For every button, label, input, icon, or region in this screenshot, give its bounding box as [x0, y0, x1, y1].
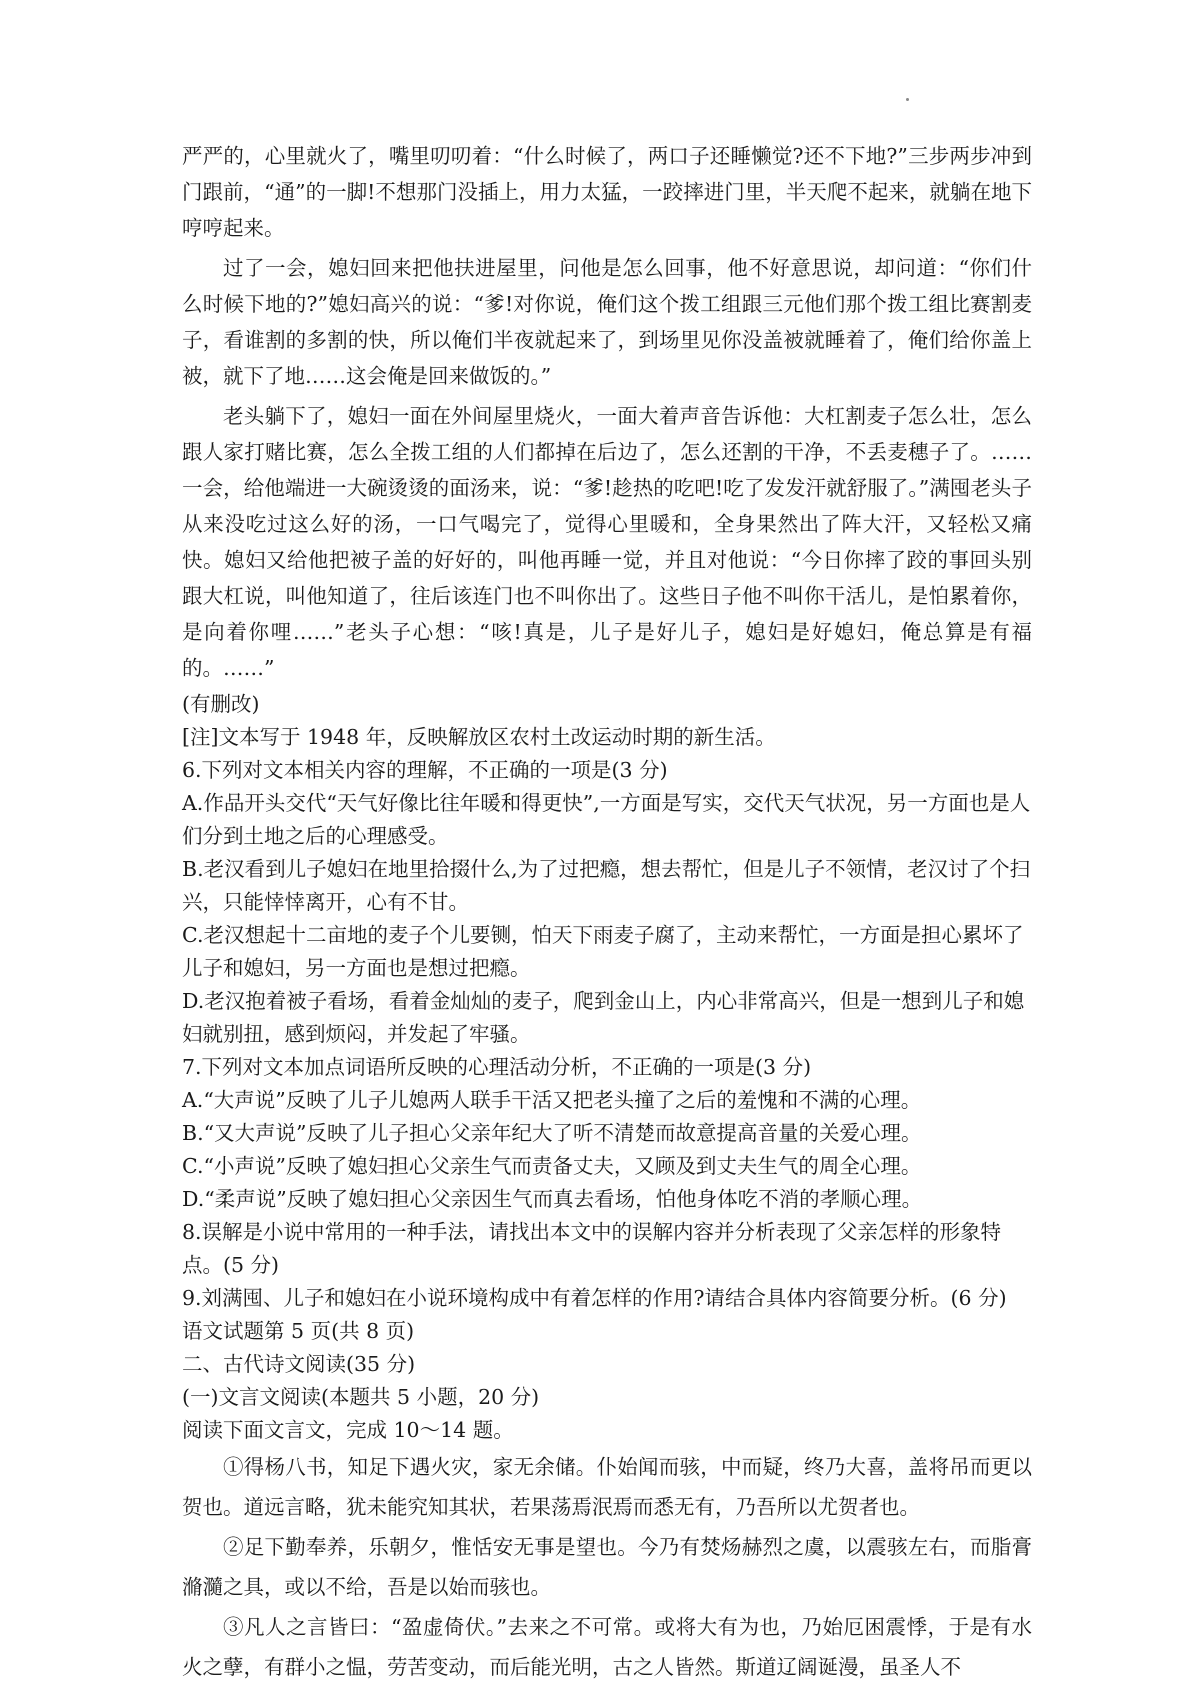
question-6-option-a: A.作品开头交代“天气好像比往年暖和得更快”,一方面是写实，交代天气状况，另一方面也是人们分到土地之后的心理感受。 [182, 791, 1031, 848]
edited-note: (有删改) [182, 692, 260, 716]
page-footer: 语文试题第 5 页(共 8 页) [182, 1319, 415, 1343]
story-paragraph-1: 严严的，心里就火了，嘴里叨叨着：“什么时候了，两口子还睡懒觉?还不下地?”三步两步冲到门跟前，“通”的一脚!不想那门没插上，用力太猛，一跤摔进门里，半天爬不起来，就躺在地下哼哼起来。 [182, 144, 1032, 240]
section-2-instruction: 阅读下面文言文，完成 10～14 题。 [182, 1418, 514, 1442]
question-7-option-c: C.“小声说”反映了媳妇担心父亲生气而责备丈夫，又顾及到丈夫生气的周全心理。 [182, 1154, 922, 1178]
scan-speck [906, 98, 909, 101]
classical-paragraph-3: ③凡人之言皆曰：“盈虚倚伏。”去来之不可常。或将大有为也，乃始厄困震悸，于是有水火之孽，有群小之愠，劳苦变动，而后能光明，古之人皆然。斯道辽阔诞漫，虽圣人不 [182, 1615, 1032, 1679]
question-7-option-b: B.“又大声说”反映了儿子担心父亲年纪大了听不清楚而故意提高音量的关爱心理。 [182, 1121, 922, 1145]
page-content [182, 138, 1032, 1687]
question-7-stem: 7.下列对文本加点词语所反映的心理活动分析，不正确的一项是(3 分) [182, 1055, 812, 1079]
story-paragraph-3: 老头躺下了，媳妇一面在外间屋里烧火，一面大着声音告诉他：大杠割麦子怎么壮，怎么跟人家打赌比赛，怎么全拨工组的人们都掉在后边了，怎么还割的干净，不丢麦穗子了。……一会，给他端进一大碗烫烫的面汤来，说：“爹!趁热的吃吧!吃了发发汗就舒服了。”满囤老头子从来没吃过这么好的汤，一口气喝完了，觉得心里暖和，全身果然出了阵大汗，又轻松又痛快。媳妇又给他把被子盖的好好的，叫他再睡一觉，并且对他说：“今日你摔了跤的事回头别跟大杠说，叫他知道了，往后该连门也不叫你出了。这些日子他不叫你干活儿，是怕累着你，是向着你哩……”老头子心想：“咳!真是，儿子是好儿子，媳妇是好媳妇，俺总算是有福的。……” [182, 404, 1032, 680]
question-6-option-c: C.老汉想起十二亩地的麦子个儿要铡，怕天下雨麦子腐了，主动来帮忙，一方面是担心累坏了儿子和媳妇，另一方面也是想过把瘾。 [182, 923, 1024, 980]
question-6-option-d: D.老汉抱着被子看场，看着金灿灿的麦子，爬到金山上，内心非常高兴，但是一想到儿子和媳妇就别扭，感到烦闷，并发起了牢骚。 [182, 989, 1025, 1046]
question-7-option-a: A.“大声说”反映了儿子儿媳两人联手干活又把老头撞了之后的羞愧和不满的心理。 [182, 1088, 922, 1112]
classical-paragraph-2: ②足下勤奉养，乐朝夕，惟恬安无事是望也。今乃有焚炀赫烈之虞，以震骇左右，而脂膏滫瀡之具，或以不给，吾是以始而骇也。 [182, 1535, 1032, 1599]
question-8: 8.误解是小说中常用的一种手法，请找出本文中的误解内容并分析表现了父亲怎样的形象特点。(5 分) [182, 1220, 1002, 1277]
question-7-option-d: D.“柔声说”反映了媳妇担心父亲因生气而真去看场，怕他身体吃不消的孝顺心理。 [182, 1187, 923, 1211]
section-2-title: 二、古代诗文阅读(35 分) [182, 1352, 416, 1376]
question-9: 9.刘满囤、儿子和媳妇在小说环境构成中有着怎样的作用?请结合具体内容简要分析。(6 分) [182, 1286, 1007, 1310]
question-6-option-b: B.老汉看到儿子媳妇在地里拾掇什么,为了过把瘾，想去帮忙，但是儿子不领情，老汉讨了个扫兴，只能悻悻离开，心有不甘。 [182, 857, 1031, 914]
story-paragraph-2: 过了一会，媳妇回来把他扶进屋里，问他是怎么回事，他不好意思说，却问道：“你们什么时候下地的?”媳妇高兴的说：“爹!对你说，俺们这个拨工组跟三元他们那个拨工组比赛割麦子，看谁割的多割的快，所以俺们半夜就起来了，到场里见你没盖被就睡着了，俺们给你盖上被，就下了地……这会俺是回来做饭的。” [182, 256, 1032, 388]
question-6-stem: 6.下列对文本相关内容的理解，不正确的一项是(3 分) [182, 758, 668, 782]
section-2-subtitle: (一)文言文阅读(本题共 5 小题，20 分) [182, 1385, 540, 1409]
footnote: [注]文本写于 1948 年，反映解放区农村土改运动时期的新生活。 [182, 725, 776, 749]
classical-paragraph-1: ①得杨八书，知足下遇火灾，家无余储。仆始闻而骇，中而疑，终乃大喜，盖将吊而更以贺也。道远言略，犹未能究知其状，若果荡焉泯焉而悉无有，乃吾所以尤贺者也。 [182, 1455, 1032, 1519]
